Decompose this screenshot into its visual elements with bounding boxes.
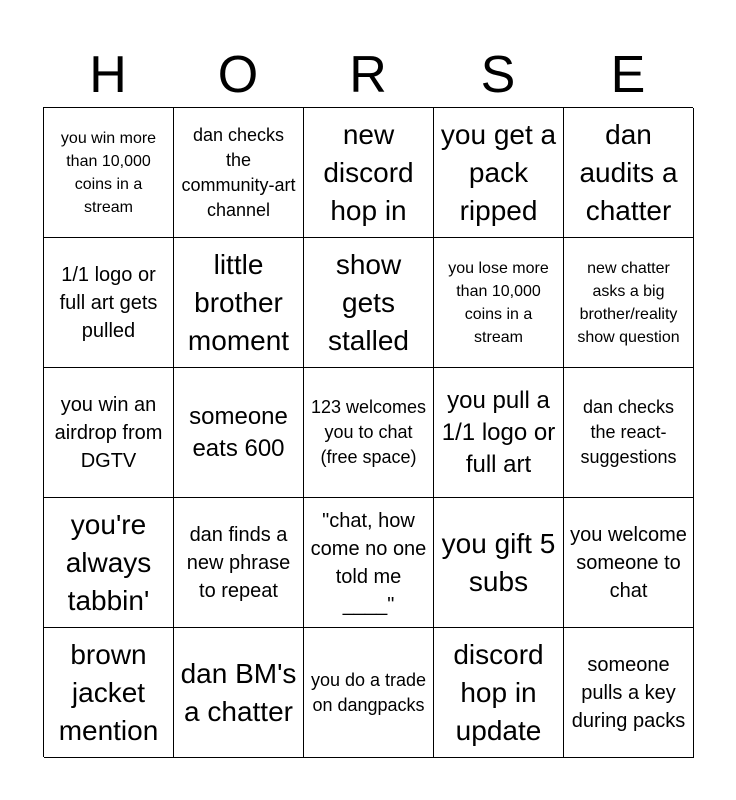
bingo-cell[interactable] [44, 498, 174, 628]
header-letter-s: S [480, 46, 516, 104]
cell-text: dan finds a new phrase to repeat [186, 523, 291, 602]
header-letter-o: O [217, 46, 259, 104]
cell-text: you win more than 10,000 coins in a stream [60, 129, 157, 216]
bingo-cell[interactable] [44, 238, 174, 368]
bingo-cell[interactable] [564, 628, 694, 758]
bingo-cell[interactable] [564, 368, 694, 498]
bingo-cell[interactable] [564, 108, 694, 238]
cell-text: dan audits a chatter [579, 118, 678, 226]
bingo-cell[interactable] [174, 368, 304, 498]
bingo-cell[interactable] [434, 238, 564, 368]
bingo-cell[interactable] [304, 498, 434, 628]
cell-text: 123 welcomes you to chat (free space) [310, 397, 427, 467]
bingo-cell[interactable] [564, 238, 694, 368]
cell-text: you get a pack ripped [440, 118, 557, 226]
bingo-cell[interactable] [174, 628, 304, 758]
bingo-cell[interactable] [304, 628, 434, 758]
bingo-header [43, 42, 693, 108]
bingo-cell[interactable] [434, 368, 564, 498]
cell-text: dan checks the react-suggestions [580, 397, 677, 467]
cell-text: new chatter asks a big brother/reality show question [577, 259, 680, 346]
free-space-cell[interactable] [304, 368, 434, 498]
cell-text: someone eats 600 [189, 402, 288, 462]
bingo-cell[interactable] [44, 368, 174, 498]
cell-text: discord hop in update [453, 638, 544, 746]
header-letter-r: R [349, 46, 387, 104]
bingo-cell[interactable] [304, 238, 434, 368]
cell-text: "chat, how come no one told me ____" [310, 509, 427, 616]
bingo-cell[interactable] [564, 498, 694, 628]
header-letter-h: H [89, 46, 127, 104]
cell-text: you welcome someone to chat [570, 523, 687, 602]
cell-text: dan BM's a chatter [180, 657, 297, 727]
bingo-cell[interactable] [44, 628, 174, 758]
cell-text: show gets stalled [328, 248, 409, 356]
cell-text: you lose more than 10,000 coins in a stream [448, 259, 549, 346]
bingo-cell[interactable] [44, 108, 174, 238]
cell-text: you win an airdrop from DGTV [54, 393, 163, 472]
cell-text: you do a trade on dangpacks [310, 669, 427, 715]
cell-text: new discord hop in [323, 118, 414, 226]
bingo-cell[interactable] [174, 498, 304, 628]
header-letter-e: E [610, 46, 646, 104]
cell-text: dan checks the community-art channel [181, 124, 296, 220]
cell-text: you gift 5 subs [441, 527, 556, 597]
bingo-cell[interactable] [174, 238, 304, 368]
bingo-cell[interactable] [304, 108, 434, 238]
bingo-grid [43, 107, 693, 757]
cell-text: 1/1 logo or full art gets pulled [59, 263, 158, 342]
bingo-cell[interactable] [434, 628, 564, 758]
cell-text: brown jacket mention [58, 638, 159, 746]
bingo-cell[interactable] [434, 498, 564, 628]
cell-text: you pull a 1/1 logo or full art [441, 386, 556, 478]
bingo-cell[interactable] [434, 108, 564, 238]
cell-text: someone pulls a key during packs [571, 653, 686, 732]
cell-text: you're always tabbin' [65, 508, 152, 616]
cell-text: little brother moment [187, 248, 290, 356]
bingo-cell[interactable] [174, 108, 304, 238]
